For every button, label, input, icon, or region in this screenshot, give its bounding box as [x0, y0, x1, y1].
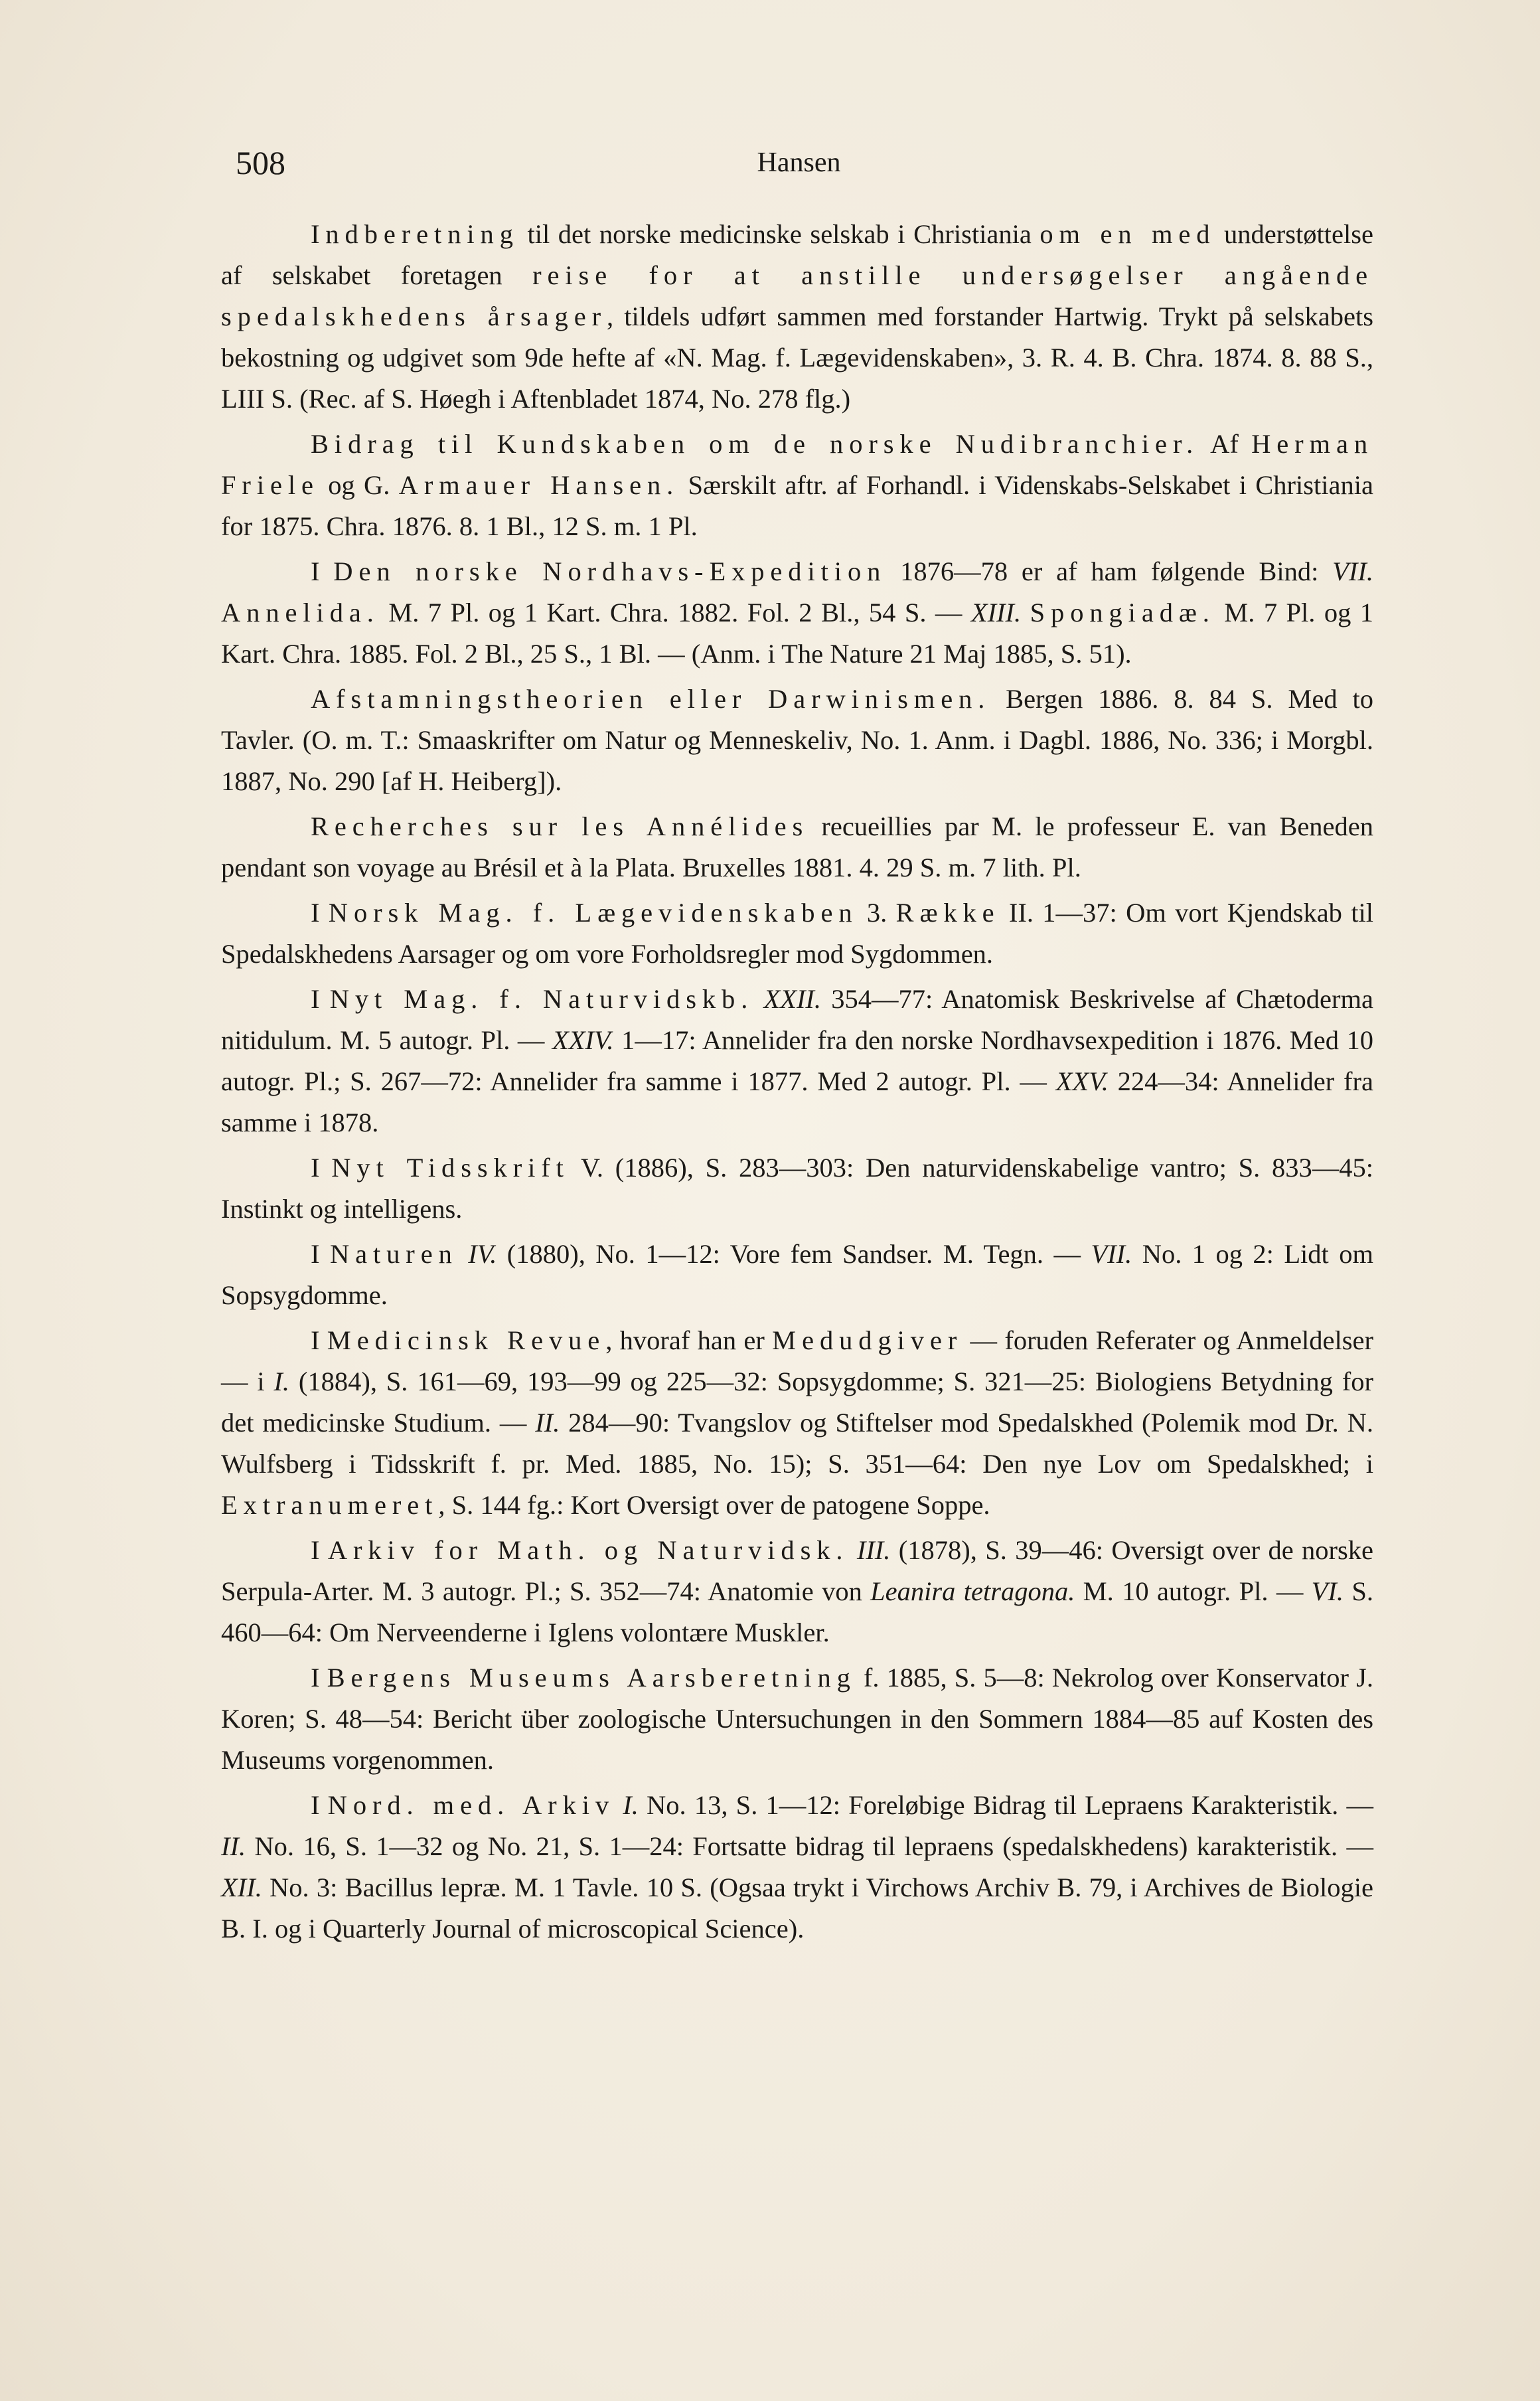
entry-text: I	[311, 1790, 328, 1820]
entry-text: , hvoraf han er	[605, 1325, 773, 1355]
entry-text	[458, 1239, 468, 1269]
entry-text: 354—77: Anatomisk Beskrivelse af Chætoderma nitidulum. M. 5 autogr. Pl. —	[221, 984, 1373, 1055]
entry-text: recueillies par M. le professeur E. van Beneden pendant son voyage au Brésil et à la Plata. Bruxelles 1881. 4. 29 S. m. 7 lith. Pl.	[221, 811, 1374, 882]
entry-text: I	[311, 1239, 330, 1269]
spaced-title: Nyt Tidsskrift	[331, 1153, 570, 1183]
entry-text: 1876—78 er af ham følgende Bind:	[886, 556, 1333, 586]
spaced-title: Norsk Mag. f. Lægevidenskaben	[328, 898, 858, 928]
bibliography-entry	[221, 1234, 1373, 1316]
spaced-title: reise for at anstille undersøgelser angående spedalskhedens årsager	[221, 260, 1373, 331]
italic-text: I.	[273, 1366, 290, 1396]
entry-text	[1021, 598, 1030, 627]
italic-text: VII.	[1332, 556, 1373, 586]
bibliography-entry	[221, 806, 1373, 888]
entry-text: I	[311, 898, 329, 928]
entry-text: No. 1 og 2: Lidt om Sopsygdomme.	[221, 1239, 1374, 1310]
entry-text: til det norske medicinske selskab i Christiania	[518, 219, 1040, 249]
entry-text: I	[311, 1153, 332, 1183]
entry-text: I	[311, 1535, 328, 1565]
entry-text: (1880), No. 1—12: Vore fem Sandser. M. Tegn. —	[497, 1239, 1091, 1269]
entry-text: I	[311, 984, 330, 1014]
bibliography-entry	[221, 1147, 1373, 1230]
spaced-title: Spongiadæ.	[1030, 598, 1215, 627]
bibliography-entry	[221, 551, 1373, 675]
bibliography-entry	[221, 679, 1373, 802]
spaced-title: Medudgiver	[772, 1325, 963, 1355]
entry-text: 284—90: Tvangslov og Stiftelser mod Spedalskhed (Polemik mod Dr. N. Wulfsberg i Tidsskrift f. pr. Med. 1885, No. 15); S. 351—64: Den nye Lov om Spedalskhed; i	[221, 1408, 1373, 1479]
entry-text: M. 10 autogr. Pl. —	[1075, 1576, 1312, 1606]
bibliography-entry	[221, 214, 1373, 420]
entry-text: M. 7 Pl. og 1 Kart. Chra. 1882. Fol. 2 Bl., 54 S. —	[379, 598, 971, 627]
spaced-title: Indberetning	[311, 219, 519, 249]
entry-text: No. 13, S. 1—12: Foreløbige Bidrag til Lepraens Karakteristik. —	[638, 1790, 1373, 1820]
spaced-title: Extranumeret	[221, 1490, 439, 1520]
entry-text: No. 3: Bacillus lepræ. M. 1 Tavle. 10 S. (Ogsaa trykt i Virchows Archiv B. 79, i Archives de Biologie B. I. og i Quarterly Journal of microscopical Science).	[221, 1872, 1373, 1944]
italic-text: XXV.	[1055, 1066, 1109, 1096]
spaced-title: Naturen	[329, 1239, 458, 1269]
italic-text: II.	[221, 1831, 246, 1861]
spaced-title: Nyt Mag. f. Naturvidskb.	[329, 984, 754, 1014]
italic-text: I.	[623, 1790, 639, 1820]
spaced-title: Bidrag til Kundskaben om de norske Nudibranchier.	[311, 429, 1199, 459]
entry-text: (1884), S. 161—69, 193—99 og 225—32: Sopsygdomme; S. 321—25: Biologiens Betydning for det medicinske Studium. —	[221, 1366, 1373, 1438]
running-head: Hansen	[757, 147, 841, 178]
spaced-title: Den norske Nordhavs-Expedition	[333, 556, 887, 586]
page-number: 508	[236, 144, 285, 181]
entry-text: Af	[1199, 429, 1252, 459]
italic-text: XXIV.	[552, 1025, 614, 1055]
entry-text: f. 1885, S. 5—8: Nekrolog over Konservator J. Koren; S. 48—54: Bericht über zoologische Untersuchungen in den Sommern 1884—85 auf Kosten des Museums vorgenommen.	[221, 1663, 1373, 1775]
page-header	[236, 136, 1362, 189]
italic-text: XXII.	[763, 984, 822, 1014]
entry-text: 3.	[858, 898, 896, 928]
italic-text: XIII.	[970, 598, 1022, 627]
entry-text	[615, 1790, 623, 1820]
spaced-title: Armauer Hansen.	[398, 470, 680, 500]
entry-text: Bergen 1886. 8. 84 S. Med to Tavler. (O. m. T.: Smaaskrifter om Natur og Menneskeliv, No. 1. Anm. i Dagbl. 1886, No. 336; i Morgbl. 1887, No. 290 [af H. Heiberg]).	[221, 684, 1374, 796]
italic-text: VII.	[1091, 1239, 1132, 1269]
entry-text: I	[311, 1663, 327, 1693]
bibliography-entry	[221, 1530, 1373, 1653]
entry-text: I	[311, 556, 334, 586]
spaced-title: Arkiv for Math. og Naturvidsk.	[327, 1535, 849, 1565]
spaced-title: Nord. med. Arkiv	[327, 1790, 615, 1820]
entry-text: Særskilt aftr. af Forhandl. i Videnskabs-Selskabet i Christiania for 1875. Chra. 1876. 8. 1 Bl., 12 S. m. 1 Pl.	[221, 470, 1373, 541]
entry-text: I	[311, 1325, 327, 1355]
entry-text	[753, 984, 763, 1014]
spaced-title: Bergens Museums Aarsberetning	[327, 1663, 856, 1693]
spaced-title: Medicinsk Revue	[327, 1325, 606, 1355]
entry-text: og G.	[319, 470, 399, 500]
entry-text: 224—34: Annelider fra samme i 1878.	[221, 1066, 1373, 1137]
italic-text: Leanira tetragona.	[870, 1576, 1075, 1606]
bibliography-entry	[221, 979, 1373, 1143]
bibliography-entry	[221, 424, 1373, 547]
entry-text: , S. 144 fg.: Kort Oversigt over de patogene Soppe.	[438, 1490, 990, 1520]
spaced-title: Annelida.	[221, 598, 380, 627]
spaced-title: om en med	[1040, 219, 1216, 249]
bibliography-entry	[221, 1657, 1373, 1781]
entry-text: V. (1886), S. 283—303: Den naturvidenskabelige vantro; S. 833—45: Instinkt og intelligens.	[221, 1153, 1373, 1224]
spaced-title: Recherches sur les Annélides	[311, 811, 809, 841]
entry-text	[848, 1535, 856, 1565]
entry-text: — foruden Referater og Anmeldelser — i	[221, 1325, 1374, 1396]
entry-text: understøttelse af selskabet foretagen	[221, 219, 1373, 290]
bibliography-entry	[221, 892, 1373, 975]
entry-text: No. 16, S. 1—32 og No. 21, S. 1—24: Fortsatte bidrag til lepraens (spedalskhedens) karakteristik. —	[246, 1831, 1373, 1861]
italic-text: III.	[856, 1535, 891, 1565]
entry-text: M. 7 Pl. og 1 Kart. Chra. 1885. Fol. 2 Bl., 25 S., 1 Bl. — (Anm. i The Nature 21 Maj 1885, S. 51).	[221, 598, 1374, 669]
bibliography-list	[221, 214, 1373, 1949]
spaced-title: Række	[895, 898, 1000, 928]
entry-text: 1—17: Annelider fra den norske Nordhavsexpedition i 1876. Med 10 autogr. Pl.; S. 267—72: Annelider fra samme i 1877. Med 2 autogr. Pl. —	[221, 1025, 1373, 1096]
italic-text: IV.	[468, 1239, 497, 1269]
italic-text: VI.	[1311, 1576, 1344, 1606]
spaced-title: Afstamningstheorien eller Darwinismen.	[311, 684, 991, 714]
entry-text: II. 1—37: Om vort Kjendskab til Spedalskhedens Aarsager og om vore Forholdsregler mod Sygdommen.	[221, 898, 1373, 969]
entry-text: , tildels udført sammen med forstander Hartwig. Trykt på selskabets bekostning og udgivet som 9de hefte af «N. Mag. f. Lægevidenskaben», 3. R. 4. B. Chra. 1874. 8. 88 S., LIII S. (Rec. af S. Høegh i Aftenbladet 1874, No. 278 flg.)	[221, 301, 1373, 414]
spaced-title: Herman Friele	[221, 429, 1373, 500]
entry-text: (1878), S. 39—46: Oversigt over de norske Serpula-Arter. M. 3 autogr. Pl.; S. 352—74: Anatomie von	[221, 1535, 1373, 1606]
bibliography-entry	[221, 1320, 1373, 1526]
entry-text: S. 460—64: Om Nerveenderne i Iglens volontære Muskler.	[221, 1576, 1373, 1647]
italic-text: XII.	[221, 1872, 262, 1902]
italic-text: II.	[535, 1408, 560, 1438]
bibliography-entry	[221, 1785, 1373, 1949]
